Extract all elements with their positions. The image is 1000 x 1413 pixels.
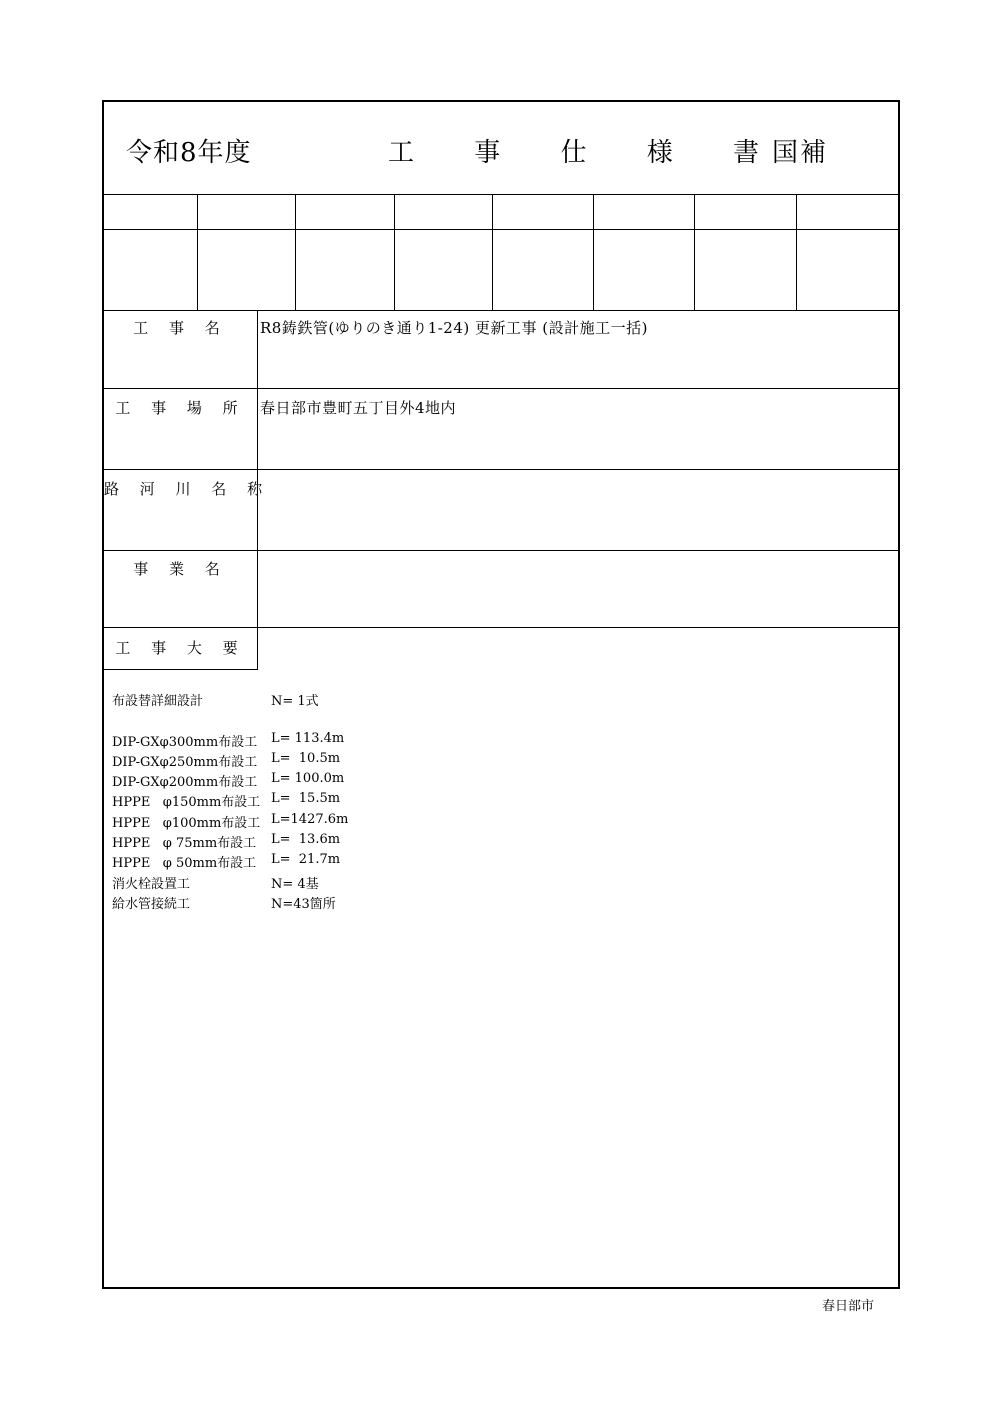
overview-item: HPPE φ100mm布設工: [112, 815, 261, 831]
overview-quantity: L= 100.0m: [271, 771, 345, 787]
stamp-grid-column: [593, 194, 594, 310]
overview-quantity: L=1427.6m: [271, 811, 349, 827]
overview-quantity: L= 21.7m: [271, 852, 341, 868]
construction-name-value: R8鋳鉄管(ゆりのき通り1-24) 更新工事 (設計施工一括): [260, 319, 648, 337]
overview-item: HPPE φ 75mm布設工: [112, 836, 257, 852]
overview-quantity: L= 113.4m: [271, 730, 345, 746]
construction-site-value: 春日部市豊町五丁目外4地内: [260, 399, 457, 417]
subsidy-mark: 国補: [772, 138, 829, 168]
overview-quantity: L= 13.6m: [271, 832, 341, 848]
overview-item: 消火栓設置工: [112, 876, 191, 892]
divider: [104, 550, 900, 551]
stamp-grid-column: [394, 194, 395, 310]
overview-label-underline: [104, 669, 258, 670]
road-river-name-label: 路 河 川 名 称: [104, 480, 271, 498]
construction-site-label: 工 事 場 所: [115, 399, 246, 417]
stamp-grid-column: [295, 194, 296, 310]
overview-item: HPPE φ150mm布設工: [112, 795, 261, 811]
construction-name-label: 工 事 名: [133, 319, 228, 337]
overview-item: 布設替詳細設計: [112, 694, 204, 709]
stamp-grid-column: [492, 194, 493, 310]
overview-item: DIP-GXφ250mm布設工: [112, 754, 258, 770]
divider: [104, 469, 900, 470]
fiscal-year: 令和8年度: [126, 138, 252, 168]
stamp-grid-divider: [104, 310, 900, 311]
divider: [104, 194, 900, 195]
project-name-label: 事 業 名: [133, 560, 228, 578]
overview-quantity: N= 4基: [271, 876, 319, 892]
title-row: [104, 102, 898, 195]
overview-item: DIP-GXφ200mm布設工: [112, 775, 258, 791]
overview-item: HPPE φ 50mm布設工: [112, 856, 257, 872]
overview-quantity: L= 15.5m: [271, 791, 341, 807]
overview-item: DIP-GXφ300mm布設工: [112, 734, 258, 750]
stamp-grid-column: [197, 194, 198, 310]
overview-label: 工 事 大 要: [115, 639, 246, 657]
overview-item: 給水管接続工: [112, 896, 191, 912]
stamp-grid-column: [694, 194, 695, 310]
overview-quantity: N= 1式: [271, 694, 319, 709]
overview-quantity: N=43箇所: [271, 896, 336, 912]
page-title: 工 事 仕 様 書: [388, 138, 786, 168]
stamp-grid-divider: [104, 229, 900, 230]
issuer-name: 春日部市: [822, 1299, 875, 1314]
divider: [104, 388, 900, 389]
specification-sheet: [102, 100, 900, 1289]
divider: [104, 627, 900, 628]
overview-quantity: L= 10.5m: [271, 750, 341, 766]
stamp-grid-column: [796, 194, 797, 310]
